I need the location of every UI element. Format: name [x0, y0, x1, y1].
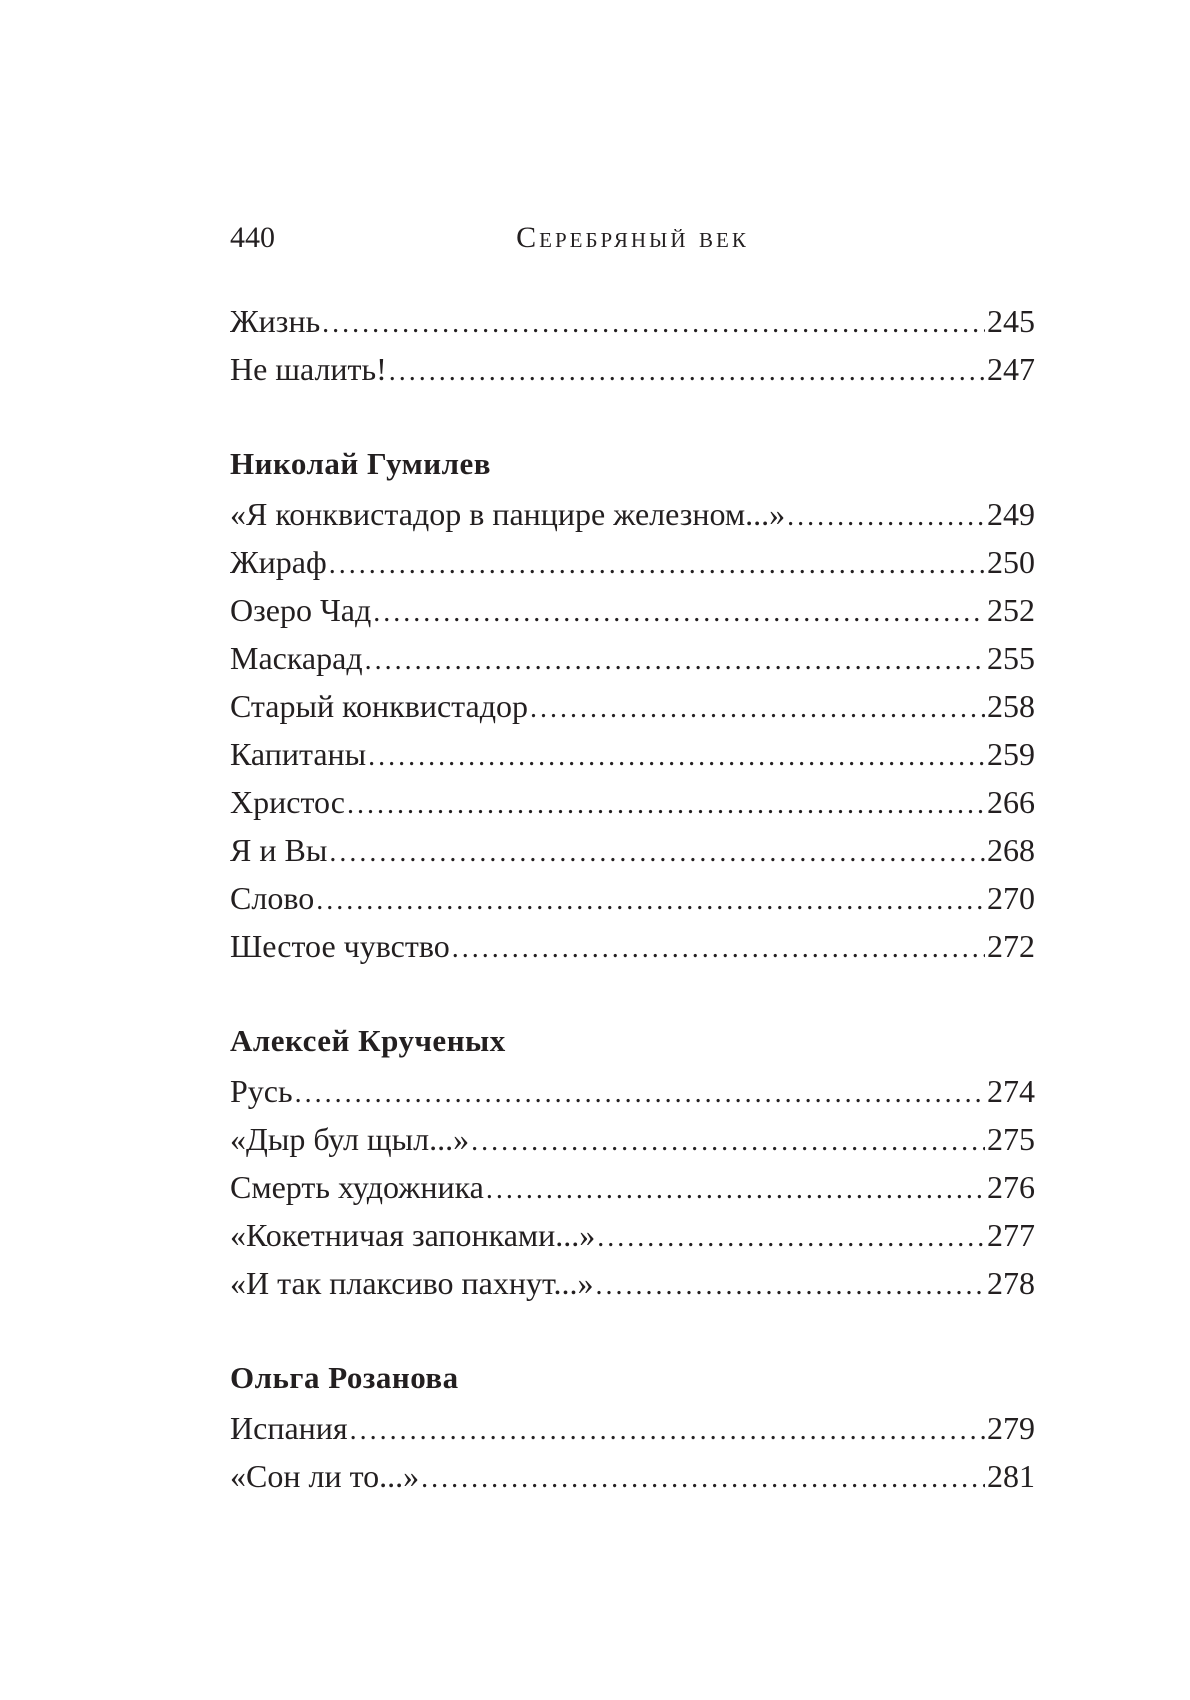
toc-entry[interactable]: [230, 538, 1035, 586]
toc-entry[interactable]: [230, 682, 1035, 730]
toc-entry[interactable]: [230, 1163, 1035, 1211]
dot-leader: [295, 1070, 985, 1115]
toc-entry-page: 274: [987, 1073, 1035, 1109]
toc-section: [230, 1015, 1035, 1307]
toc-entry-page: 270: [987, 880, 1035, 916]
toc-entry[interactable]: [230, 1452, 1035, 1500]
toc-entry-page: 259: [987, 736, 1035, 772]
page-number: 440: [230, 221, 275, 254]
toc-entry[interactable]: [230, 826, 1035, 874]
dot-leader: [787, 493, 985, 538]
toc-entry-title: Испания: [230, 1410, 348, 1446]
toc-section: [230, 1352, 1035, 1500]
toc-entry-page: 250: [987, 544, 1035, 580]
running-title: Серебряный век: [516, 221, 749, 254]
toc-entry-title: Не шалить!: [230, 351, 387, 387]
dot-leader: [373, 589, 985, 634]
toc-entry[interactable]: [230, 490, 1035, 538]
toc-entry-title: Я и Вы: [230, 832, 328, 868]
dot-leader: [471, 1118, 985, 1163]
author-heading: Николай Гумилев: [230, 446, 492, 481]
toc-entry-title: Христос: [230, 784, 345, 820]
author-heading: Ольга Розанова: [230, 1360, 459, 1395]
toc-entry-title: «И так плаксиво пахнут...»: [230, 1265, 594, 1301]
toc-entry-page: 276: [987, 1169, 1035, 1205]
toc-entry-title: Слово: [230, 880, 315, 916]
toc-section-continuation: [230, 297, 1035, 393]
toc-entry-title: «Я конквистадор в панцире железном...»: [230, 496, 786, 532]
dot-leader: [350, 1407, 985, 1452]
dot-leader: [389, 348, 985, 393]
dot-leader: [329, 541, 985, 586]
dot-leader: [347, 781, 985, 826]
author-heading: Алексей Крученых: [230, 1023, 506, 1058]
toc-entry[interactable]: [230, 922, 1035, 970]
toc-entry[interactable]: [230, 1404, 1035, 1452]
toc-entry-title: «Сон ли то...»: [230, 1458, 420, 1494]
toc-entry[interactable]: [230, 634, 1035, 682]
toc-entry-page: 258: [987, 688, 1035, 724]
toc-entry-title: Русь: [230, 1073, 293, 1109]
toc-section: [230, 438, 1035, 970]
toc-entry[interactable]: [230, 1067, 1035, 1115]
dot-leader: [421, 1455, 985, 1500]
dot-leader: [316, 877, 985, 922]
toc-entry[interactable]: [230, 1115, 1035, 1163]
toc-entry-page: 277: [987, 1217, 1035, 1253]
dot-leader: [329, 829, 985, 874]
toc-entry[interactable]: [230, 345, 1035, 393]
toc-entry[interactable]: [230, 586, 1035, 634]
toc-entry-title: Шестое чувство: [230, 928, 450, 964]
toc-entry-page: 252: [987, 592, 1035, 628]
toc-entry-title: «Дыр бул щыл...»: [230, 1121, 470, 1157]
toc-entry-title: Маскарад: [230, 640, 363, 676]
toc-entry-title: Жизнь: [230, 303, 321, 339]
toc-entry-title: «Кокетничая запонками...»: [230, 1217, 596, 1253]
table-of-contents: [230, 297, 1035, 1500]
toc-entry[interactable]: [230, 874, 1035, 922]
dot-leader: [597, 1214, 985, 1259]
toc-entry-page: 255: [987, 640, 1035, 676]
toc-entry-title: Старый конквистадор: [230, 688, 529, 724]
dot-leader: [368, 733, 985, 778]
running-head: [230, 218, 1035, 258]
toc-entry[interactable]: [230, 1259, 1035, 1307]
toc-entry-page: 278: [987, 1265, 1035, 1301]
toc-entry-page: 247: [987, 351, 1035, 387]
dot-leader: [322, 300, 985, 345]
dot-leader: [452, 925, 985, 970]
toc-entry-title: Капитаны: [230, 736, 367, 772]
toc-entry-page: 268: [987, 832, 1035, 868]
toc-entry-page: 279: [987, 1410, 1035, 1446]
toc-entry-title: Озеро Чад: [230, 592, 372, 628]
dot-leader: [365, 637, 985, 682]
toc-entry-page: 272: [987, 928, 1035, 964]
toc-entry-page: 245: [987, 303, 1035, 339]
dot-leader: [486, 1166, 985, 1211]
toc-entry[interactable]: [230, 778, 1035, 826]
toc-entry[interactable]: [230, 1211, 1035, 1259]
dot-leader: [530, 685, 985, 730]
toc-entry-title: Жираф: [230, 544, 327, 580]
toc-entry-page: 281: [987, 1458, 1035, 1494]
toc-entry-page: 266: [987, 784, 1035, 820]
dot-leader: [596, 1262, 985, 1307]
toc-entry-title: Смерть художника: [230, 1169, 484, 1205]
toc-entry[interactable]: [230, 730, 1035, 778]
toc-entry-page: 275: [987, 1121, 1035, 1157]
toc-entry-page: 249: [987, 496, 1035, 532]
toc-entry[interactable]: [230, 297, 1035, 345]
